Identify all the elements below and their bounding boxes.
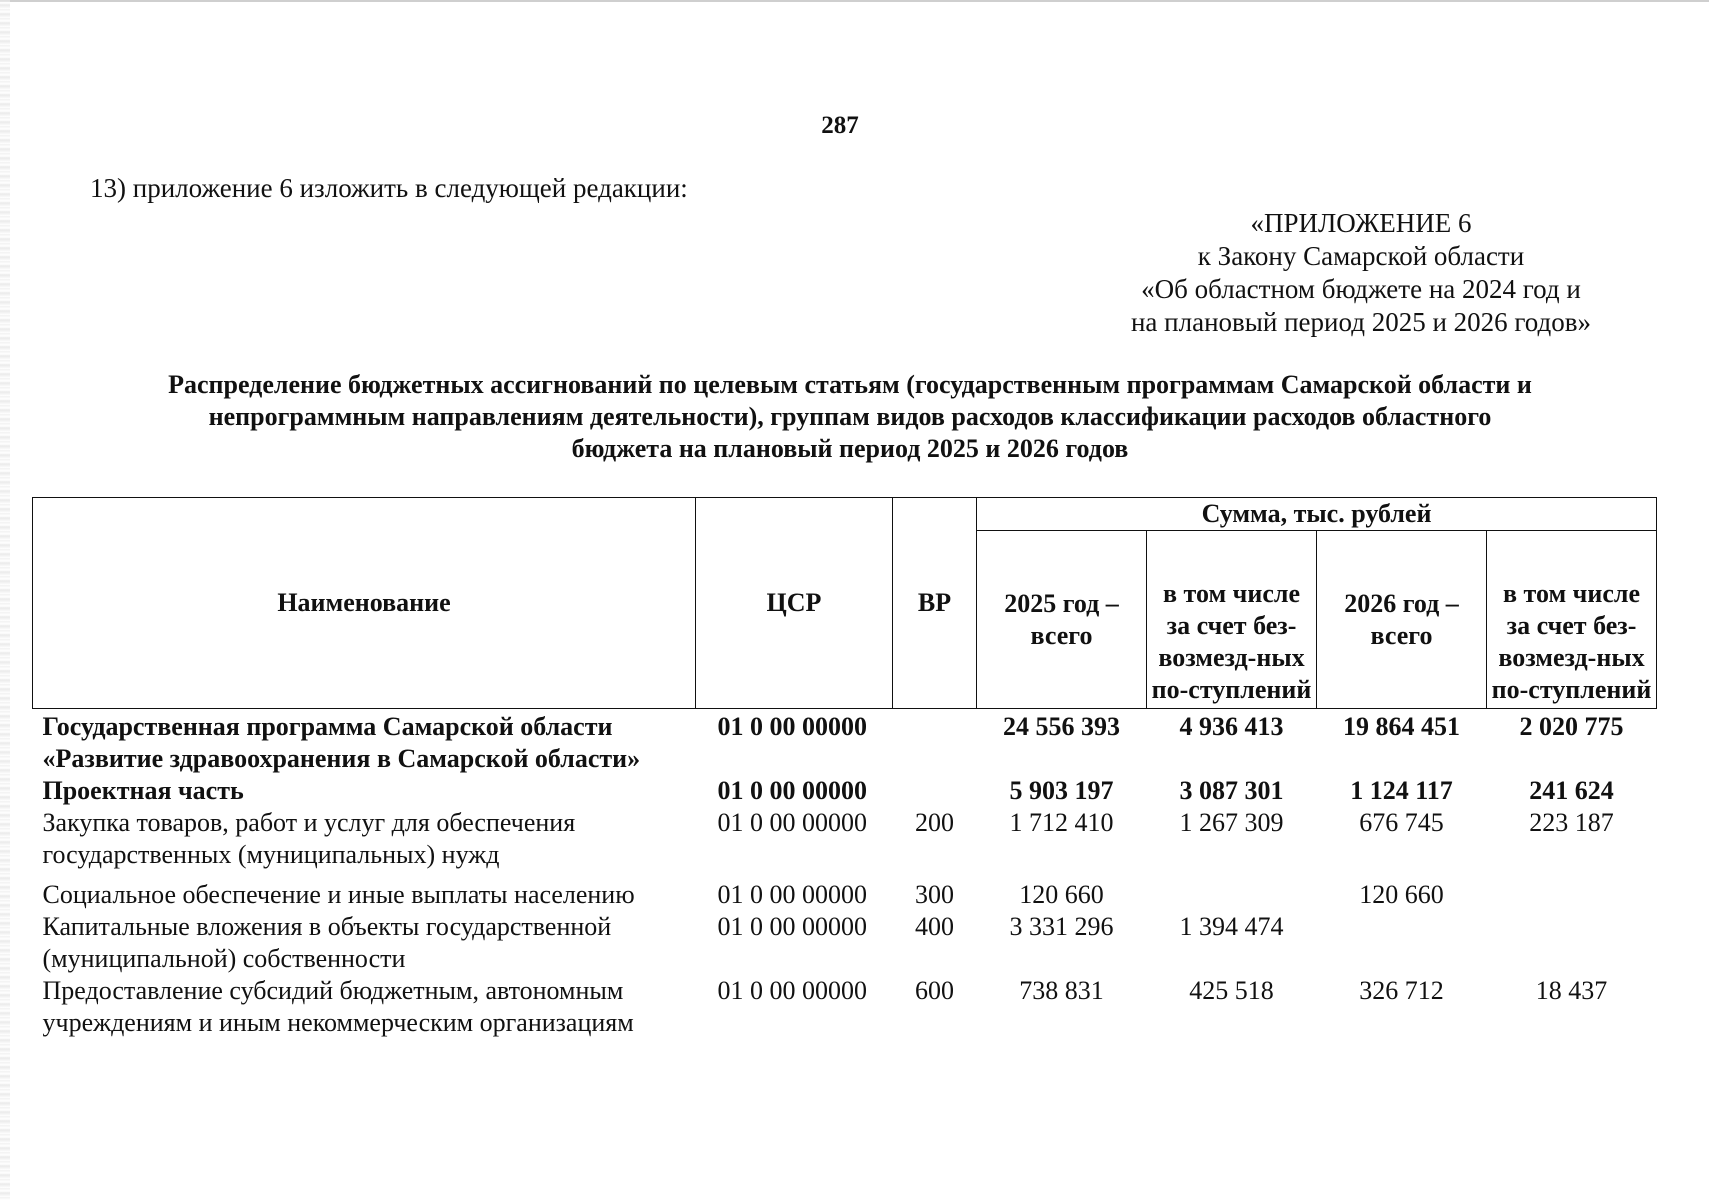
appendix-line-2: к Закону Самарской области (1197, 241, 1525, 271)
row-2026-total: 1 124 117 (1350, 776, 1453, 805)
appendix-block (1081, 207, 1641, 339)
title-line-2: непрограммным направлениям деятельности), группам видов расходов классификации расходов областного (208, 402, 1492, 431)
row-name: Государственная программа Самарской области «Развитие здравоохранения в Самарской области» (42, 712, 641, 773)
row-2025-total: 738 831 (1019, 976, 1104, 1005)
table-row (33, 807, 1657, 879)
header-2025-total: 2025 год – всего (977, 531, 1147, 709)
row-csr: 01 0 00 00000 (717, 880, 867, 909)
title-line-1: Распределение бюджетных ассигнований по целевым статьям (государственным программам Самарской области и (168, 370, 1532, 399)
scan-edge-left (0, 0, 10, 1200)
row-csr: 01 0 00 00000 (717, 976, 867, 1005)
row-2025-free: 3 087 301 (1179, 776, 1284, 805)
table-row (33, 709, 1657, 776)
row-2026-free: 2 020 775 (1519, 712, 1624, 741)
row-name: Предоставление субсидий бюджетным, автономным учреждениям и иным некоммерческим организациям (42, 976, 634, 1037)
row-2026-total: 19 864 451 (1343, 712, 1460, 741)
table-row (33, 975, 1657, 1039)
row-2025-free: 1 394 474 (1179, 912, 1284, 941)
row-csr: 01 0 00 00000 (717, 808, 867, 837)
header-name: Наименование (33, 498, 696, 709)
table-header (33, 498, 1657, 709)
header-csr: ЦСР (696, 498, 893, 709)
row-2026-free (1487, 911, 1657, 975)
row-vr (893, 709, 977, 776)
title-line-3: бюджета на плановый период 2025 и 2026 годов (571, 434, 1129, 463)
header-2026-free: в том числе за счет без-возмезд-ных по-ступлений (1487, 531, 1657, 709)
table-row (33, 879, 1657, 911)
row-vr: 200 (915, 808, 954, 837)
row-2026-total: 326 712 (1359, 976, 1444, 1005)
row-2026-total: 676 745 (1359, 808, 1444, 837)
appendix-line-3: «Об областном бюджете на 2024 год и (1141, 274, 1581, 304)
row-vr: 600 (915, 976, 954, 1005)
header-2026-total: 2026 год – всего (1317, 531, 1487, 709)
scan-edge-top (0, 0, 1709, 2)
row-2025-free: 1 267 309 (1179, 808, 1284, 837)
row-name: Социальное обеспечение и иные выплаты населению (42, 880, 635, 909)
row-vr: 300 (915, 880, 954, 909)
header-vr: ВР (893, 498, 977, 709)
row-2025-free: 425 518 (1189, 976, 1274, 1005)
budget-table (32, 497, 1657, 1039)
appendix-line-4: на плановый период 2025 и 2026 годов» (1130, 307, 1592, 337)
row-2026-free (1487, 879, 1657, 911)
row-vr (893, 775, 977, 807)
row-2026-total: 120 660 (1359, 880, 1444, 909)
table-row (33, 911, 1657, 975)
row-name: Проектная часть (42, 776, 244, 805)
row-2025-total: 1 712 410 (1009, 808, 1114, 837)
row-name: Закупка товаров, работ и услуг для обеспечения государственных (муниципальных) нужд (42, 808, 576, 869)
intro-text: 13) приложение 6 изложить в следующей редакции: (90, 173, 688, 203)
row-2026-total (1317, 911, 1487, 975)
row-2026-free: 241 624 (1529, 776, 1614, 805)
table-body (33, 709, 1657, 1040)
row-2026-free: 223 187 (1529, 808, 1614, 837)
row-2026-free: 18 437 (1535, 976, 1608, 1005)
header-sum-group: Сумма, тыс. рублей (977, 498, 1657, 531)
row-2025-total: 120 660 (1019, 880, 1104, 909)
header-2025-free: в том числе за счет без-возмезд-ных по-ступлений (1147, 531, 1317, 709)
row-2025-total: 3 331 296 (1009, 912, 1114, 941)
row-vr: 400 (915, 912, 954, 941)
row-2025-total: 24 556 393 (1003, 712, 1120, 741)
page-number: 287 (821, 112, 859, 139)
row-csr: 01 0 00 00000 (717, 712, 867, 741)
row-2025-total: 5 903 197 (1009, 776, 1114, 805)
table-row (33, 775, 1657, 807)
document-title (40, 369, 1660, 465)
row-2025-free (1147, 879, 1317, 911)
row-2025-free: 4 936 413 (1179, 712, 1284, 741)
row-csr: 01 0 00 00000 (717, 912, 867, 941)
appendix-line-1: «ПРИЛОЖЕНИЕ 6 (1250, 208, 1472, 238)
row-csr: 01 0 00 00000 (717, 776, 867, 805)
row-name: Капитальные вложения в объекты государственной (муниципальной) собственности (42, 912, 612, 973)
